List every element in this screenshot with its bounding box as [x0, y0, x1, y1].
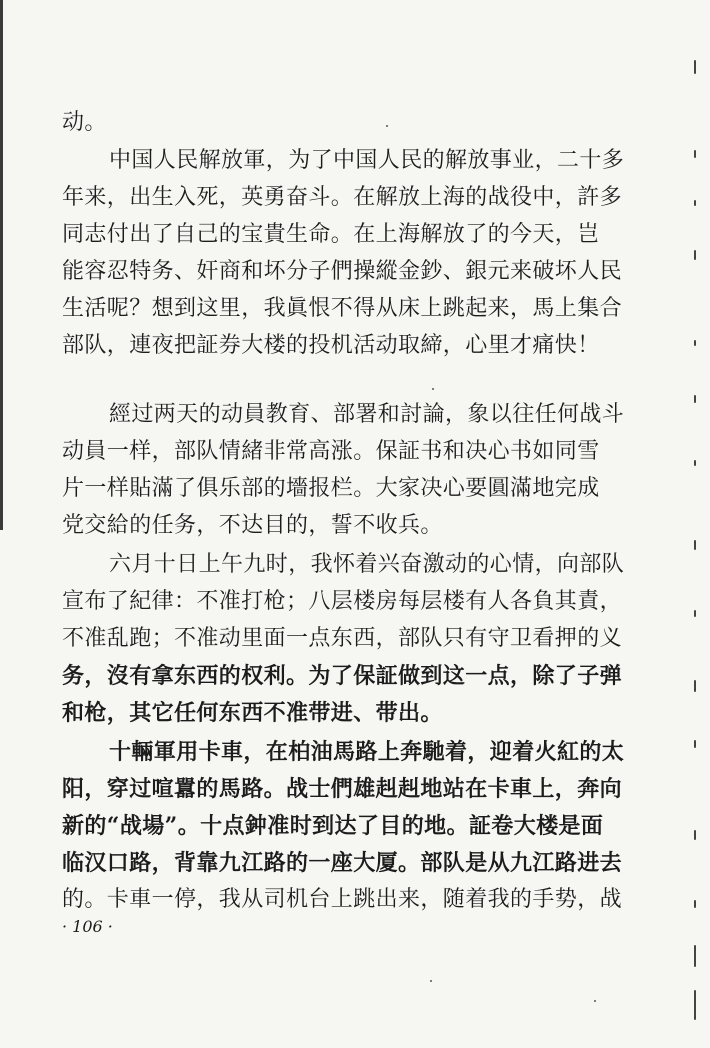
text-line-18: 阳，穿过喧囂的馬路。战士們雄赳赳地站在卡車上，奔向: [62, 776, 623, 802]
text-line-16: 和枪，其它任何东西不准带进、带出。: [62, 700, 443, 726]
text-line-3: 年来，出生入死，英勇奋斗。在解放上海的战役中，許多: [62, 185, 623, 210]
text-line-14: 不准乱跑；不准动里面一点东西，部队只有守卫看押的义: [62, 626, 623, 651]
scan-shadow-edge: [0, 0, 3, 530]
text-line-17: 十輛軍用卡車，在柏油馬路上奔馳着，迎着火紅的太: [109, 739, 625, 765]
scan-speck: [386, 125, 388, 127]
text-line-13: 宣布了紀律：不准打枪；八层楼房每层楼有人各負其責，: [62, 589, 623, 614]
text-line-10: 片一样貼滿了俱乐部的墻报栏。大家决心要圓滿地完成: [62, 476, 600, 501]
text-line-9: 动員一样，部队情緒非常高涨。保証书和决心书如同雪: [62, 439, 600, 464]
text-line-7: 部队，連夜把証券大楼的投机活动取締，心里才痛快！: [62, 333, 600, 358]
text-line-4: 同志付出了自己的宝貴生命。在上海解放了的今天，岂: [62, 222, 600, 247]
text-line-19: 新的“战場”。十点鈡准时到达了目的地。証卷大楼是面: [62, 813, 604, 839]
text-line-2: 中国人民解放軍，为了中国人民的解放事业，二十多: [109, 148, 625, 173]
text-line-11: 党交給的任务，不达目的，誓不收兵。: [62, 513, 443, 538]
binding-marks: [694, 40, 704, 1040]
scan-speck: [430, 980, 432, 982]
page-number: · 106 ·: [62, 917, 113, 936]
text-line-12: 六月十日上午九时，我怀着兴奋激动的心情，向部队: [109, 552, 625, 577]
text-line-5: 能容忍特务、奸商和坏分子們操縱金鈔、銀元来破坏人民: [62, 259, 623, 284]
text-line-6: 生活呢？想到这里，我眞恨不得从床上跳起来，馬上集合: [62, 296, 623, 321]
text-line-8: 經过两天的动員教育、部署和討論，象以往任何战斗: [109, 402, 625, 427]
text-line-15: 务，沒有拿东西的权利。为了保証做到这一点，除了子弹: [62, 663, 623, 689]
scan-speck: [594, 1000, 596, 1002]
text-line-21: 的。卡車一停，我从司机台上跳出来，随着我的手势，战: [62, 887, 623, 912]
text-line-20: 临汉口路，背靠九江路的一座大厦。部队是从九江路进去: [62, 850, 623, 876]
scan-speck: [432, 388, 434, 390]
text-line-1: 动。: [62, 110, 107, 135]
